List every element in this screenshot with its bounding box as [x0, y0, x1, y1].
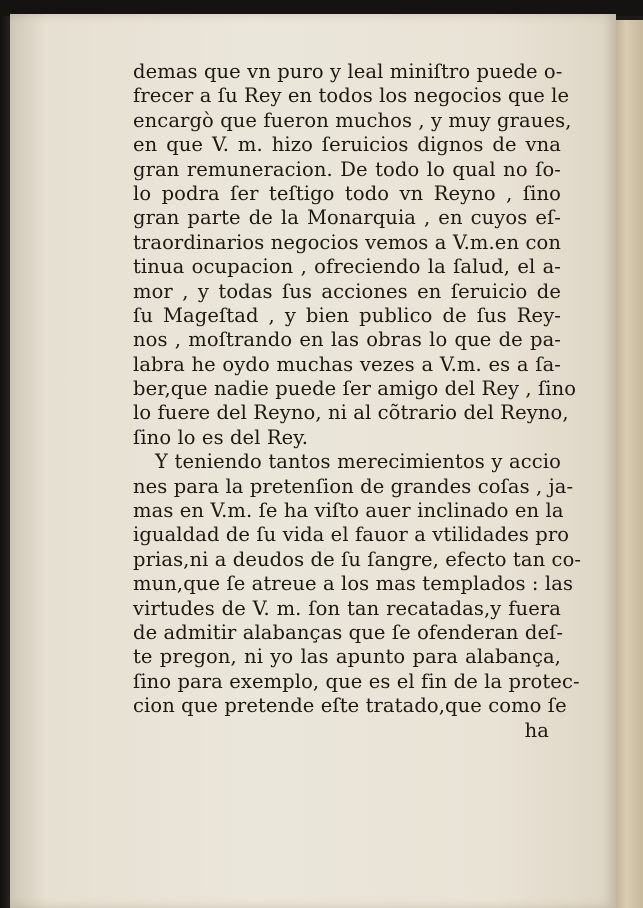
- catchword: ha: [524, 718, 549, 742]
- text-line: frecer a ſu Rey en todos los negocios que le: [133, 84, 570, 108]
- text-line: mor , y todas ſus acciones en ſeruicio de: [133, 279, 561, 303]
- text-line: prias,ni a deudos de ſu ſangre, efecto tan co-: [133, 547, 582, 571]
- text-line: nos , moſtrando en las obras lo que de pa-: [133, 328, 561, 352]
- text-line: ſino para exemplo, que es el fin de la protec-: [133, 669, 580, 693]
- text-line: tinua ocupacion , ofreciendo la ſalud, el a-: [133, 255, 561, 279]
- text-line: virtudes de V. m. ſon tan recatadas,y fuera: [133, 596, 561, 620]
- text-line: labra he oydo muchas vezes a V.m. es a ſa-: [133, 352, 561, 376]
- text-line: ber,que nadie puede ſer amigo del Rey , ſino: [133, 377, 577, 401]
- text-line: cion que pretende eſte tratado,que como ſe: [133, 694, 567, 718]
- text-line: mas en V.m. ſe ha viſto auer inclinado en la: [133, 499, 564, 523]
- text-line: gran parte de la Monarquia , en cuyos eſ-: [133, 206, 561, 230]
- paragraph-start-line: Y teniendo tantos merecimientos y accio: [155, 450, 561, 474]
- text-line: demas que vn puro y leal miniſtro puede o-: [133, 60, 563, 83]
- text-line: traordinarios negocios vemos a V.m.en con: [133, 230, 561, 254]
- text-line: te pregon, ni yo las apunto para alabança,: [133, 645, 561, 669]
- adjacent-leaf-edge: [612, 20, 643, 908]
- text-line: igualdad de ſu vida el fauor a vtilidades pro: [133, 523, 570, 547]
- text-line: en que V. m. hizo ſeruicios dignos de vna: [133, 133, 561, 157]
- text-line: gran remuneracion. De todo lo qual no ſo-: [133, 157, 561, 181]
- text-line: ſu Mageſtad , y bien publico de ſus Rey-: [133, 303, 561, 327]
- body-text: [133, 60, 582, 743]
- text-line: nes para la pretenſion de grandes coſas , ja-: [133, 474, 574, 498]
- text-line: encargò que fueron muchos , y muy graues,: [133, 108, 572, 132]
- paragraph-end-line: ſino lo es del Rey.: [133, 425, 309, 449]
- text-line: de admitir alabanças que ſe ofenderan deſ-: [133, 620, 564, 644]
- text-line: mun,que ſe atreue a los mas templados : las: [133, 572, 574, 596]
- text-line: lo fuere del Reyno, ni al cõtrario del Reyno,: [133, 401, 569, 425]
- text-line: lo podra ſer teſtigo todo vn Reyno , ſino: [133, 181, 561, 205]
